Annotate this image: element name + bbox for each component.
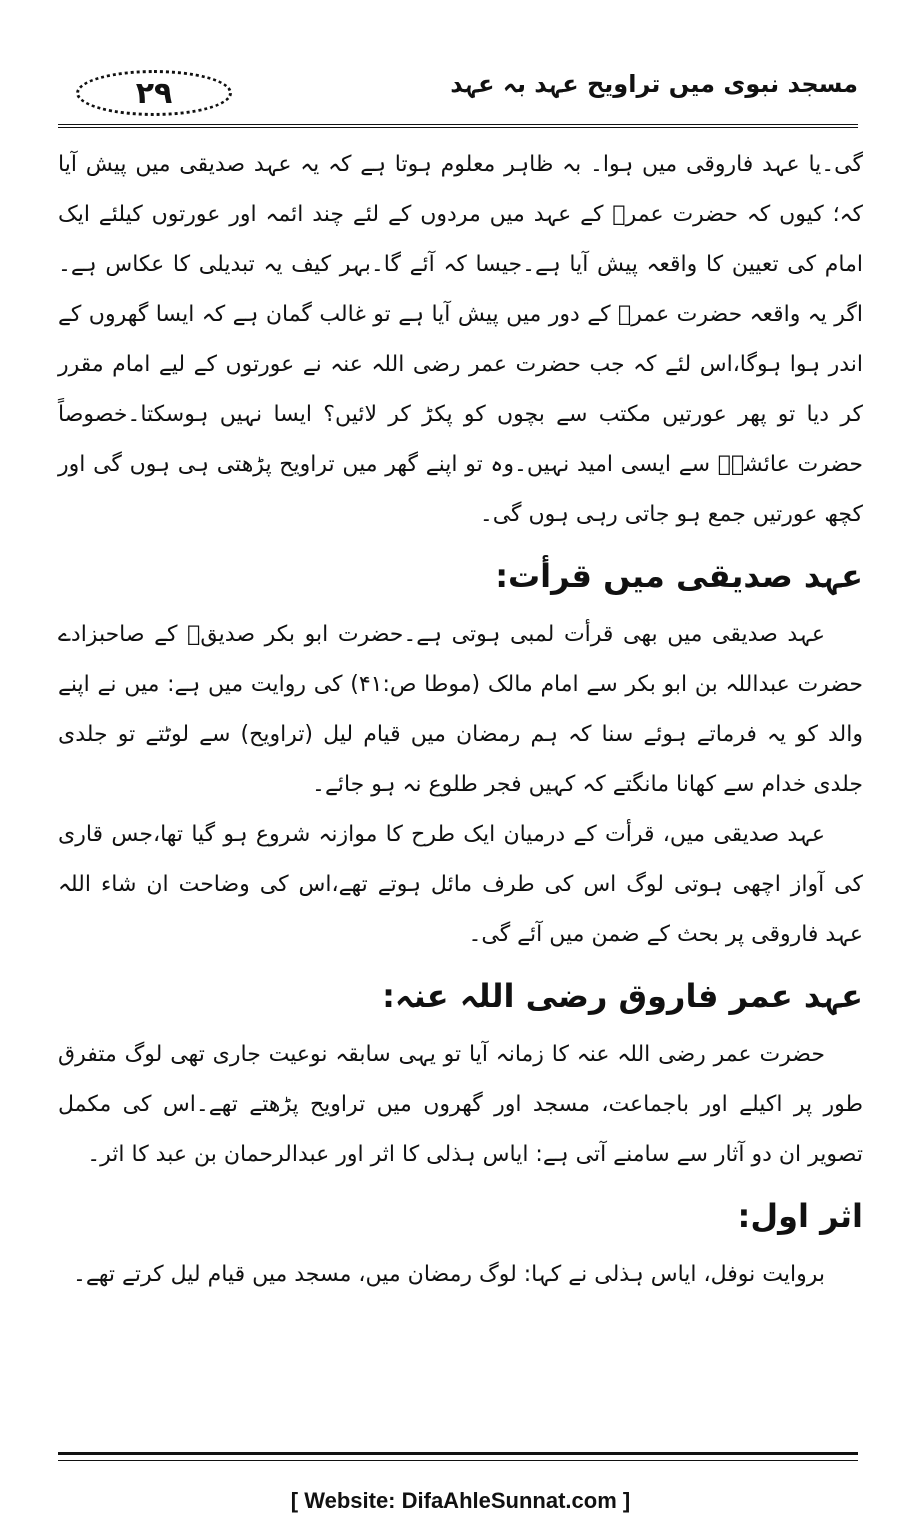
paragraph-4: حضرت عمر رضی اللہ عنہ کا زمانہ آیا تو یہی سابقہ نوعیت جاری تھی لوگ متفرق طور پر اکیلے اور باجماعت، مسجد اور گھروں میں تراویح پڑھتے تھے۔اس کی مکمل تصویر ان دو آثار سے سامنے آتی ہے: ایاس ہذلی کا اثر اور عبدالرحمان بن عبد کا اثر۔ — [58, 1042, 863, 1167]
page-header — [58, 62, 858, 128]
section-heading-umar: عہد عمر فاروق رضی اللہ عنہ: — [382, 977, 863, 1015]
footer-divider-thick — [58, 1452, 858, 1455]
website-footer: [ Website: DifaAhleSunnat.com ] — [290, 1488, 631, 1513]
footer-divider-thin — [58, 1460, 858, 1461]
section-heading-athar-awwal: اثر اول: — [737, 1197, 863, 1235]
paragraph-5: بروایت نوفل، ایاس ہذلی نے کہا: لوگ رمضان میں، مسجد میں قیام لیل کرتے تھے۔ — [72, 1262, 825, 1287]
paragraph-1: گی۔یا عہد فاروقی میں ہوا۔ بہ ظاہر معلوم ہوتا ہے کہ یہ عہد صدیقی میں پیش آیا کہ؛ کیوں کہ حضرت عمرؓ کے عہد میں مردوں کے لئے چند ائمہ اور عورتوں کیلئے ایک امام کی تعیین کا واقعہ پیش آیا ہے۔جیسا کہ آئے گا۔بہر کیف یہ تبدیلی کا عکاس ہے۔اگر یہ واقعہ حضرت عمرؓ کے دور میں پیش آیا ہے تو غالب گمان ہے کہ ایسا گھروں کے اندر ہوا ہوگا،اس لئے کہ جب حضرت عمر رضی اللہ عنہ نے عورتوں کے لیے امام مقرر کر دیا تو پھر عورتیں مکتب سے بچوں کو پکڑ کر لائیں؟ ایسا نہیں ہوسکتا۔خصوصاً حضرت عائشہؓ سے ایسی امید نہیں۔وہ تو اپنے گھر میں تراویح پڑھتی ہی ہوں گی اور کچھ عورتیں جمع ہو جاتی رہی ہوں گی۔ — [58, 152, 863, 527]
section-heading-qirat: عہد صدیقی میں قرأت: — [495, 557, 863, 595]
header-divider — [58, 124, 858, 128]
page-number-badge — [76, 70, 232, 116]
running-title: مسجد نبوی میں تراویح عہد بہ عہد — [450, 70, 858, 98]
page-content — [58, 140, 863, 1300]
page-number: ۲۹ — [135, 75, 173, 111]
paragraph-2: عہد صدیقی میں بھی قرأت لمبی ہوتی ہے۔حضرت ابو بکر صدیقؓ کے صاحبزادے حضرت عبداللہ بن ابو بکر سے امام مالک (موطا ص:۴۱) کی روایت میں ہے: میں نے اپنے والد کو یہ فرماتے ہوئے سنا کہ ہم رمضان میں قیام لیل (تراویح) سے لوٹتے تو جلدی جلدی خدام سے کھانا مانگتے کہ کہیں فجر طلوع نہ ہو جائے۔ — [58, 622, 863, 797]
paragraph-3: عہد صدیقی میں، قرأت کے درمیان ایک طرح کا موازنہ شروع ہو گیا تھا،جس قاری کی آواز اچھی ہوتی لوگ اس کی طرف مائل ہوتے تھے،اس کی وضاحت ان شاء اللہ عہد فاروقی پر بحث کے ضمن میں آئے گی۔ — [58, 822, 863, 947]
